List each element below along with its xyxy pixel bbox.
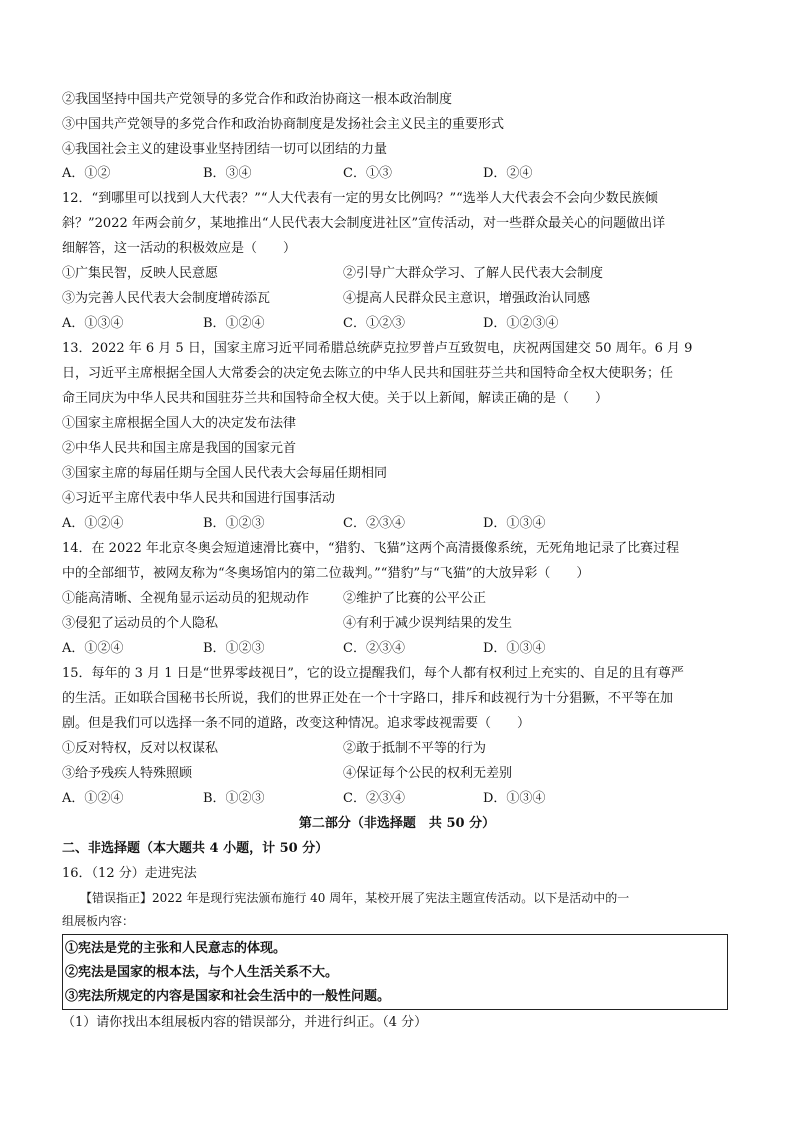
q11-option-c[interactable]: C．①③: [343, 166, 392, 181]
q15-option-c[interactable]: C．②③④: [343, 791, 405, 806]
q11-option-b[interactable]: B．③④: [203, 166, 252, 181]
q15-stem-line-1: 15．每年的 3 月 1 日是“世界零歧视日”，它的设立提醒我们，每个人都有权利过上充实的、自足的且有尊严: [62, 666, 684, 681]
board-item-2: ②宪法是国家的根本法，与个人生活关系不大。: [65, 965, 339, 980]
q14-statements-row-2: [62, 615, 742, 633]
q14-option-b[interactable]: B．①②③: [203, 641, 265, 656]
q14-options: [62, 640, 742, 658]
q12-options: [62, 315, 742, 333]
q16-subquestion-1: （1）请你找出本组展板内容的错误部分，并进行纠正。（4 分）: [62, 1015, 428, 1030]
q14-stem-line-2: 中的全部细节，被网友称为“冬奥场馆内的第二位裁判。”“猎豹”与“飞猫”的大放异彩（ ）: [62, 566, 590, 581]
q11-option-a[interactable]: A．①②: [62, 166, 111, 181]
q16-title: 16．（12 分）走进宪法: [62, 866, 197, 881]
q12-statement-2: ②引导广大群众学习、了解人民代表大会制度: [343, 266, 604, 281]
q11-options: [62, 165, 742, 183]
q15-option-d[interactable]: D．①③④: [483, 791, 546, 806]
q12-statements-row-2: [62, 290, 742, 308]
board-item-3: ③宪法所规定的内容是国家和社会生活中的一般性问题。: [65, 989, 391, 1004]
q14-statement-4: ④有利于减少误判结果的发生: [343, 616, 513, 631]
q13-stem-line-2: 日，习近平主席根据全国人大常委会的决定免去陈立的中华人民共和国驻芬兰共和国特命全权大使职务；任: [62, 366, 674, 381]
q15-stem-line-3: 剧。但是我们可以选择一条不同的道路，改变这种情况。追求零歧视需要（ ）: [62, 716, 531, 731]
q13-stem-line-3: 命王同庆为中华人民共和国驻芬兰共和国特命全权大使。关于以上新闻，解读正确的是（ ）: [62, 391, 609, 406]
q13-options: [62, 515, 742, 533]
q14-statement-1: ①能高清晰、全视角显示运动员的犯规动作: [62, 591, 310, 606]
q15-statement-3: ③给予残疾人特殊照顾: [62, 766, 193, 781]
q13-option-a[interactable]: A．①②④: [62, 516, 124, 531]
q15-option-b[interactable]: B．①②③: [203, 791, 265, 806]
q16-intro-line-1: 【错误指正】2022 年是现行宪法颁布施行 40 周年，某校开展了宪法主题宣传活动。以下是活动中的一: [62, 891, 630, 905]
q11-option-d[interactable]: D．②④: [483, 166, 533, 181]
q13-statement-3: ③国家主席的每届任期与全国人民代表大会每届任期相同: [62, 466, 388, 481]
q13-option-b[interactable]: B．①②③: [203, 516, 265, 531]
q12-option-d[interactable]: D．①②③④: [483, 316, 559, 331]
q13-option-d[interactable]: D．①③④: [483, 516, 546, 531]
q12-statement-3: ③为完善人民代表大会制度增砖添瓦: [62, 291, 271, 306]
q12-option-c[interactable]: C．①②③: [343, 316, 405, 331]
q14-statement-2: ②维护了比赛的公平公正: [343, 591, 487, 606]
q14-option-a[interactable]: A．①②④: [62, 641, 124, 656]
section-two-heading: 二、非选择题（本大题共 4 小题，计 50 分）: [62, 841, 329, 856]
q16-intro-line-2: 组展板内容：: [62, 914, 135, 928]
board-item-1: ①宪法是党的主张和人民意志的体现。: [65, 941, 287, 956]
q15-stem-line-2: 的生活。正如联合国秘书长所说，我们的世界正处在一个十字路口，排斥和歧视行为十分猖獗，不平等在加: [62, 691, 674, 706]
q15-statements-row-1: [62, 740, 742, 758]
q15-statement-4: ④保证每个公民的权利无差别: [343, 766, 513, 781]
q12-stem-line-2: 斜？”2022 年两会前夕，某地推出“人民代表大会制度进社区”宣传活动，对一些群众最关心的问题做出详: [62, 216, 666, 231]
q13-statement-1: ①国家主席根据全国人大的决定发布法律: [62, 416, 297, 431]
display-board-box: [62, 934, 728, 1010]
q12-statement-4: ④提高人民群众民主意识，增强政治认同感: [343, 291, 591, 306]
q15-options: [62, 790, 742, 808]
q14-statement-3: ③侵犯了运动员的个人隐私: [62, 616, 219, 631]
q12-statement-1: ①广集民智，反映人民意愿: [62, 266, 219, 281]
q12-option-a[interactable]: A．①③④: [62, 316, 124, 331]
q15-statements-row-2: [62, 765, 742, 783]
q11-statement-3: ③中国共产党领导的多党合作和政治协商制度是发扬社会主义民主的重要形式: [62, 117, 505, 132]
q13-statement-2: ②中华人民共和国主席是我国的国家元首: [62, 441, 297, 456]
q15-option-a[interactable]: A．①②④: [62, 791, 124, 806]
q14-statements-row-1: [62, 590, 742, 608]
q15-statement-1: ①反对特权，反对以权谋私: [62, 741, 219, 756]
q15-statement-2: ②敢于抵制不平等的行为: [343, 741, 487, 756]
q12-option-b[interactable]: B．①②④: [203, 316, 265, 331]
q13-option-c[interactable]: C．②③④: [343, 516, 405, 531]
q14-option-d[interactable]: D．①③④: [483, 641, 546, 656]
q11-statement-4: ④我国社会主义的建设事业坚持团结一切可以团结的力量: [62, 142, 388, 157]
q13-statement-4: ④习近平主席代表中华人民共和国进行国事活动: [62, 491, 336, 506]
q12-statements-row-1: [62, 265, 742, 283]
q12-stem-line-1: 12．“到哪里可以找到人大代表？”“人大代表有一定的男女比例吗？”“选举人大代表会不会向少数民族倾: [62, 191, 658, 206]
q11-statement-2: ②我国坚持中国共产党领导的多党合作和政治协商这一根本政治制度: [62, 92, 453, 107]
q12-stem-line-3: 细解答，这一活动的积极效应是（ ）: [62, 241, 297, 256]
q13-stem-line-1: 13．2022 年 6 月 5 日，国家主席习近平同希腊总统萨克拉罗普卢互致贺电，庆祝两国建交 50 周年。6 月 9: [62, 341, 693, 356]
part-two-heading: 第二部分（非选择题 共 50 分）: [298, 816, 496, 831]
q14-option-c[interactable]: C．②③④: [343, 641, 405, 656]
q14-stem-line-1: 14．在 2022 年北京冬奥会短道速滑比赛中，“猎豹、飞猫”这两个高清摄像系统，无死角地记录了比赛过程: [62, 541, 680, 556]
